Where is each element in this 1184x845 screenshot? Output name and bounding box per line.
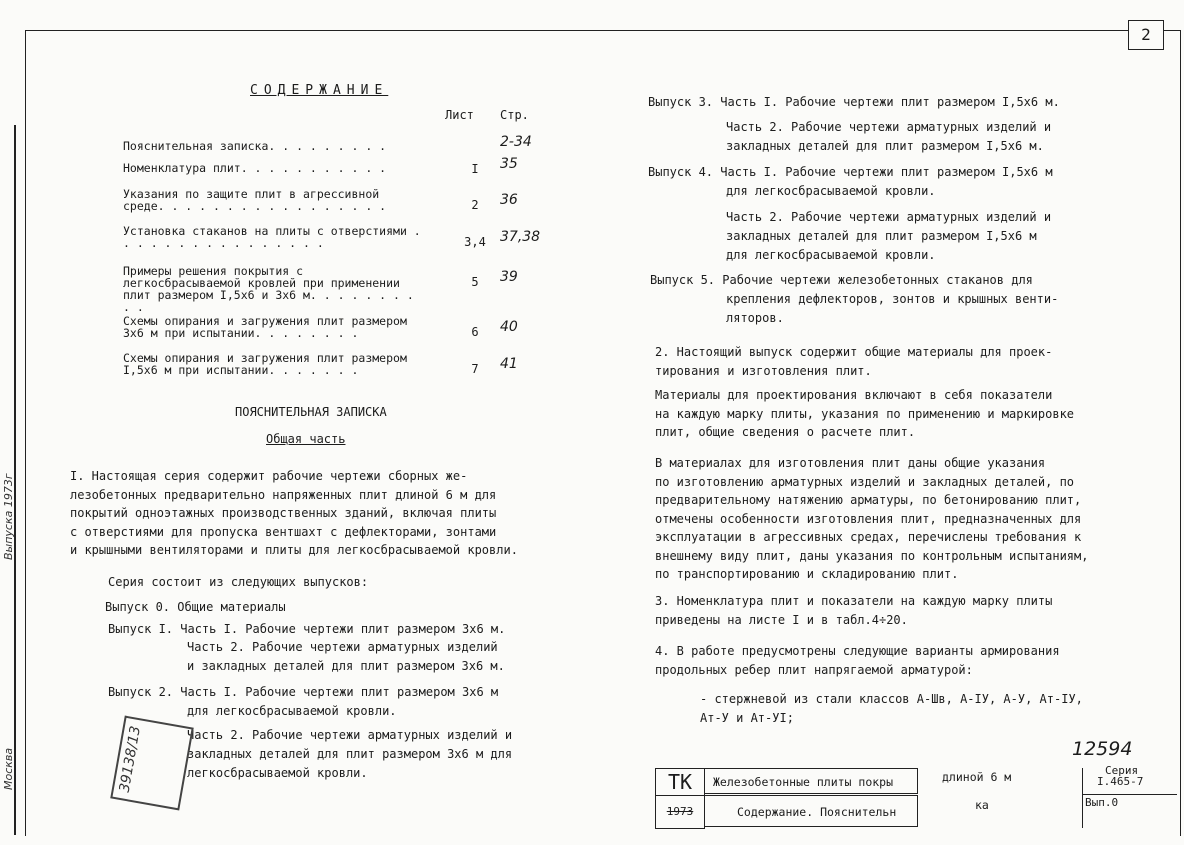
- note-heading: ПОЯСНИТЕЛЬНАЯ ЗАПИСКА: [235, 405, 387, 419]
- stamp-org: ТК: [655, 768, 705, 796]
- stamp-divider: [1082, 768, 1083, 828]
- text-line: 3. Номенклатура плит и показатели на каждую марку плиты: [655, 594, 1053, 608]
- stamp-year: 1973: [655, 795, 705, 829]
- text-line: - стержневой из стали классов А-Шв, А-IУ, А-У, Ат-IУ,: [700, 692, 1083, 706]
- contents-row-label: Примеры решения покрытия с легкосбрасываемой кровлей при применении плит размером I,5х6 и 3х6 м. . . . . . . . . .: [123, 264, 414, 314]
- page-number: 2: [1128, 20, 1164, 50]
- margin-note: Выпуска 1973г: [2, 473, 15, 560]
- contents-row-label: Указания по защите плит в агрессивной среде. . . . . . . . . . . . . . . . .: [123, 187, 387, 213]
- stamp-series-value: I.465-7: [1097, 775, 1144, 788]
- contents-row-sheet: 5: [471, 275, 479, 289]
- text-line: эксплуатации в агрессивных средах, перечислены требования к: [655, 530, 1082, 544]
- text-line: Материалы для проектирования включают в себя показатели: [655, 388, 1053, 402]
- text-line: внешнему виду плит, даны указания по контрольным испытаниям,: [655, 548, 1089, 563]
- text-line: покрытий одноэтажных производственных зданий, включая плиты: [70, 506, 497, 520]
- paragraph-5: [655, 592, 1052, 629]
- stamp-title-1-tail: длиной 6 м: [942, 770, 1012, 784]
- drawing-number: 12594: [1072, 738, 1133, 760]
- issue-line: Выпуск 0. Общие материалы: [105, 600, 286, 614]
- contents-row-page: 2-34: [500, 134, 532, 150]
- issue-line: закладных деталей для плит размером 3х6 м для: [187, 747, 513, 761]
- contents-row-page: 37,38: [500, 229, 541, 245]
- text-line: предварительному натяжению арматуры, по бетонированию плит,: [655, 493, 1082, 507]
- contents-row-page: 36: [500, 192, 518, 208]
- contents-row-label: Установка стаканов на плиты с отверстиями . . . . . . . . . . . . . . . .: [123, 224, 421, 250]
- contents-row-sheet: 7: [471, 362, 479, 376]
- contents-row-label: Схемы опирания и загружения плит размером 3х6 м при испытании. . . . . . . .: [123, 314, 407, 340]
- text-line: по транспортированию и складированию плит.: [655, 567, 959, 581]
- paragraph-1: [70, 467, 518, 560]
- text-line: Ат-У и Ат-УI;: [700, 710, 794, 725]
- contents-row-sheet: 6: [471, 325, 479, 339]
- issue-line: Выпуск 5. Рабочие чертежи железобетонных стаканов для: [650, 273, 1033, 287]
- contents-row-page: 39: [500, 269, 518, 285]
- text-line: продольных ребер плит напрягаемой арматурой:: [655, 662, 973, 677]
- issue-line: закладных деталей для плит размером I,5х6 м: [726, 229, 1037, 243]
- issue-line: Часть 2. Рабочие чертежи арматурных изделий: [187, 640, 498, 654]
- issue-line: крепления дефлекторов, зонтов и крышных венти-: [726, 292, 1059, 306]
- paragraph-4: [655, 454, 1088, 584]
- issue-line: Выпуск I. Часть I. Рабочие чертежи плит размером 3х6 м.: [108, 622, 506, 636]
- paragraph-6: [655, 642, 1060, 679]
- text-line: с отверстиями для пропуска вентшахт с дефлекторами, зонтами: [70, 524, 497, 539]
- text-line: 4. В работе предусмотрены следующие варианты армирования: [655, 644, 1060, 658]
- stamp-title-1: Железобетонные плиты покры: [704, 768, 918, 794]
- issue-line: для легкосбрасываемой кровли.: [726, 248, 936, 262]
- issue-line: и закладных деталей для плит размером 3х6 м.: [187, 659, 505, 673]
- contents-title: СОДЕРЖАНИЕ: [250, 83, 389, 98]
- margin-city: Москва: [2, 747, 15, 790]
- text-line: по изготовлению арматурных изделий и закладных деталей, по: [655, 474, 1075, 489]
- stamp-title-2: Содержание. Пояснительн: [704, 795, 918, 827]
- text-line: тирования и изготовления плит.: [655, 363, 872, 378]
- contents-row-sheet: 3,4: [464, 235, 486, 249]
- issue-line: Выпуск 2. Часть I. Рабочие чертежи плит размером 3х6 м: [108, 685, 499, 699]
- contents-row-sheet: 2: [471, 198, 479, 212]
- issue-line: для легкосбрасываемой кровли.: [726, 184, 936, 198]
- issue-line: Часть 2. Рабочие чертежи арматурных изделий и: [726, 210, 1052, 224]
- text-line: и крышными вентиляторами и плиты для легкосбрасываемой кровли.: [70, 543, 518, 557]
- archive-stamp: [110, 716, 194, 811]
- contents-row-page: 35: [500, 156, 518, 172]
- issue-line: Часть 2. Рабочие чертежи арматурных изделий и: [726, 120, 1052, 134]
- stamp-title-2-tail: ка: [975, 798, 989, 812]
- text-line: на каждую марку плиты, указания по применению и маркировке: [655, 406, 1075, 421]
- stamp-series-label: Серия: [1105, 764, 1139, 777]
- issue-line: для легкосбрасываемой кровли.: [187, 704, 397, 718]
- contents-row-label: Пояснительная записка. . . . . . . . .: [123, 139, 387, 153]
- paragraph-7: [700, 690, 1083, 727]
- issue-line: Выпуск 3. Часть I. Рабочие чертежи плит размером I,5х6 м.: [648, 95, 1060, 109]
- archive-number: 39138/13: [116, 724, 145, 794]
- note-subheading: Общая часть: [266, 432, 346, 446]
- stamp-divider-h: [1082, 794, 1177, 795]
- text-line: I. Настоящая серия содержит рабочие чертежи сборных же-: [70, 469, 468, 483]
- stamp-issue: Вып.0: [1085, 796, 1119, 809]
- issue-line: Часть 2. Рабочие чертежи арматурных изделий и: [187, 728, 513, 742]
- paragraph-3: [655, 386, 1074, 442]
- contents-row-sheet: I: [471, 162, 479, 176]
- issue-line: закладных деталей для плит размером I,5х6 м.: [726, 139, 1044, 153]
- column-page-header: Стр.: [500, 108, 529, 122]
- text-line: приведены на листе I и в табл.4÷20.: [655, 612, 908, 627]
- text-line: 2. Настоящий выпуск содержит общие материалы для проек-: [655, 345, 1053, 359]
- series-intro: Серия состоит из следующих выпусков:: [108, 575, 369, 589]
- column-sheet-header: Лист: [445, 108, 474, 122]
- text-line: отмечены особенности изготовления плит, предназначенных для: [655, 511, 1082, 526]
- contents-row-page: 41: [500, 356, 518, 372]
- text-line: лезобетонных предварительно напряженных плит длиной 6 м для: [70, 487, 497, 502]
- issue-line: ляторов.: [726, 311, 784, 325]
- contents-row-label: Номенклатура плит. . . . . . . . . . .: [123, 161, 387, 175]
- issue-line: легкосбрасываемой кровли.: [187, 766, 368, 780]
- contents-row-page: 40: [500, 319, 518, 335]
- paragraph-2: [655, 343, 1052, 380]
- contents-row-label: Схемы опирания и загружения плит размером I,5х6 м при испытании. . . . . . .: [123, 351, 407, 377]
- text-line: В материалах для изготовления плит даны общие указания: [655, 456, 1046, 470]
- text-line: плит, общие сведения о расчете плит.: [655, 425, 916, 439]
- issue-line: Выпуск 4. Часть I. Рабочие чертежи плит размером I,5х6 м: [648, 165, 1053, 179]
